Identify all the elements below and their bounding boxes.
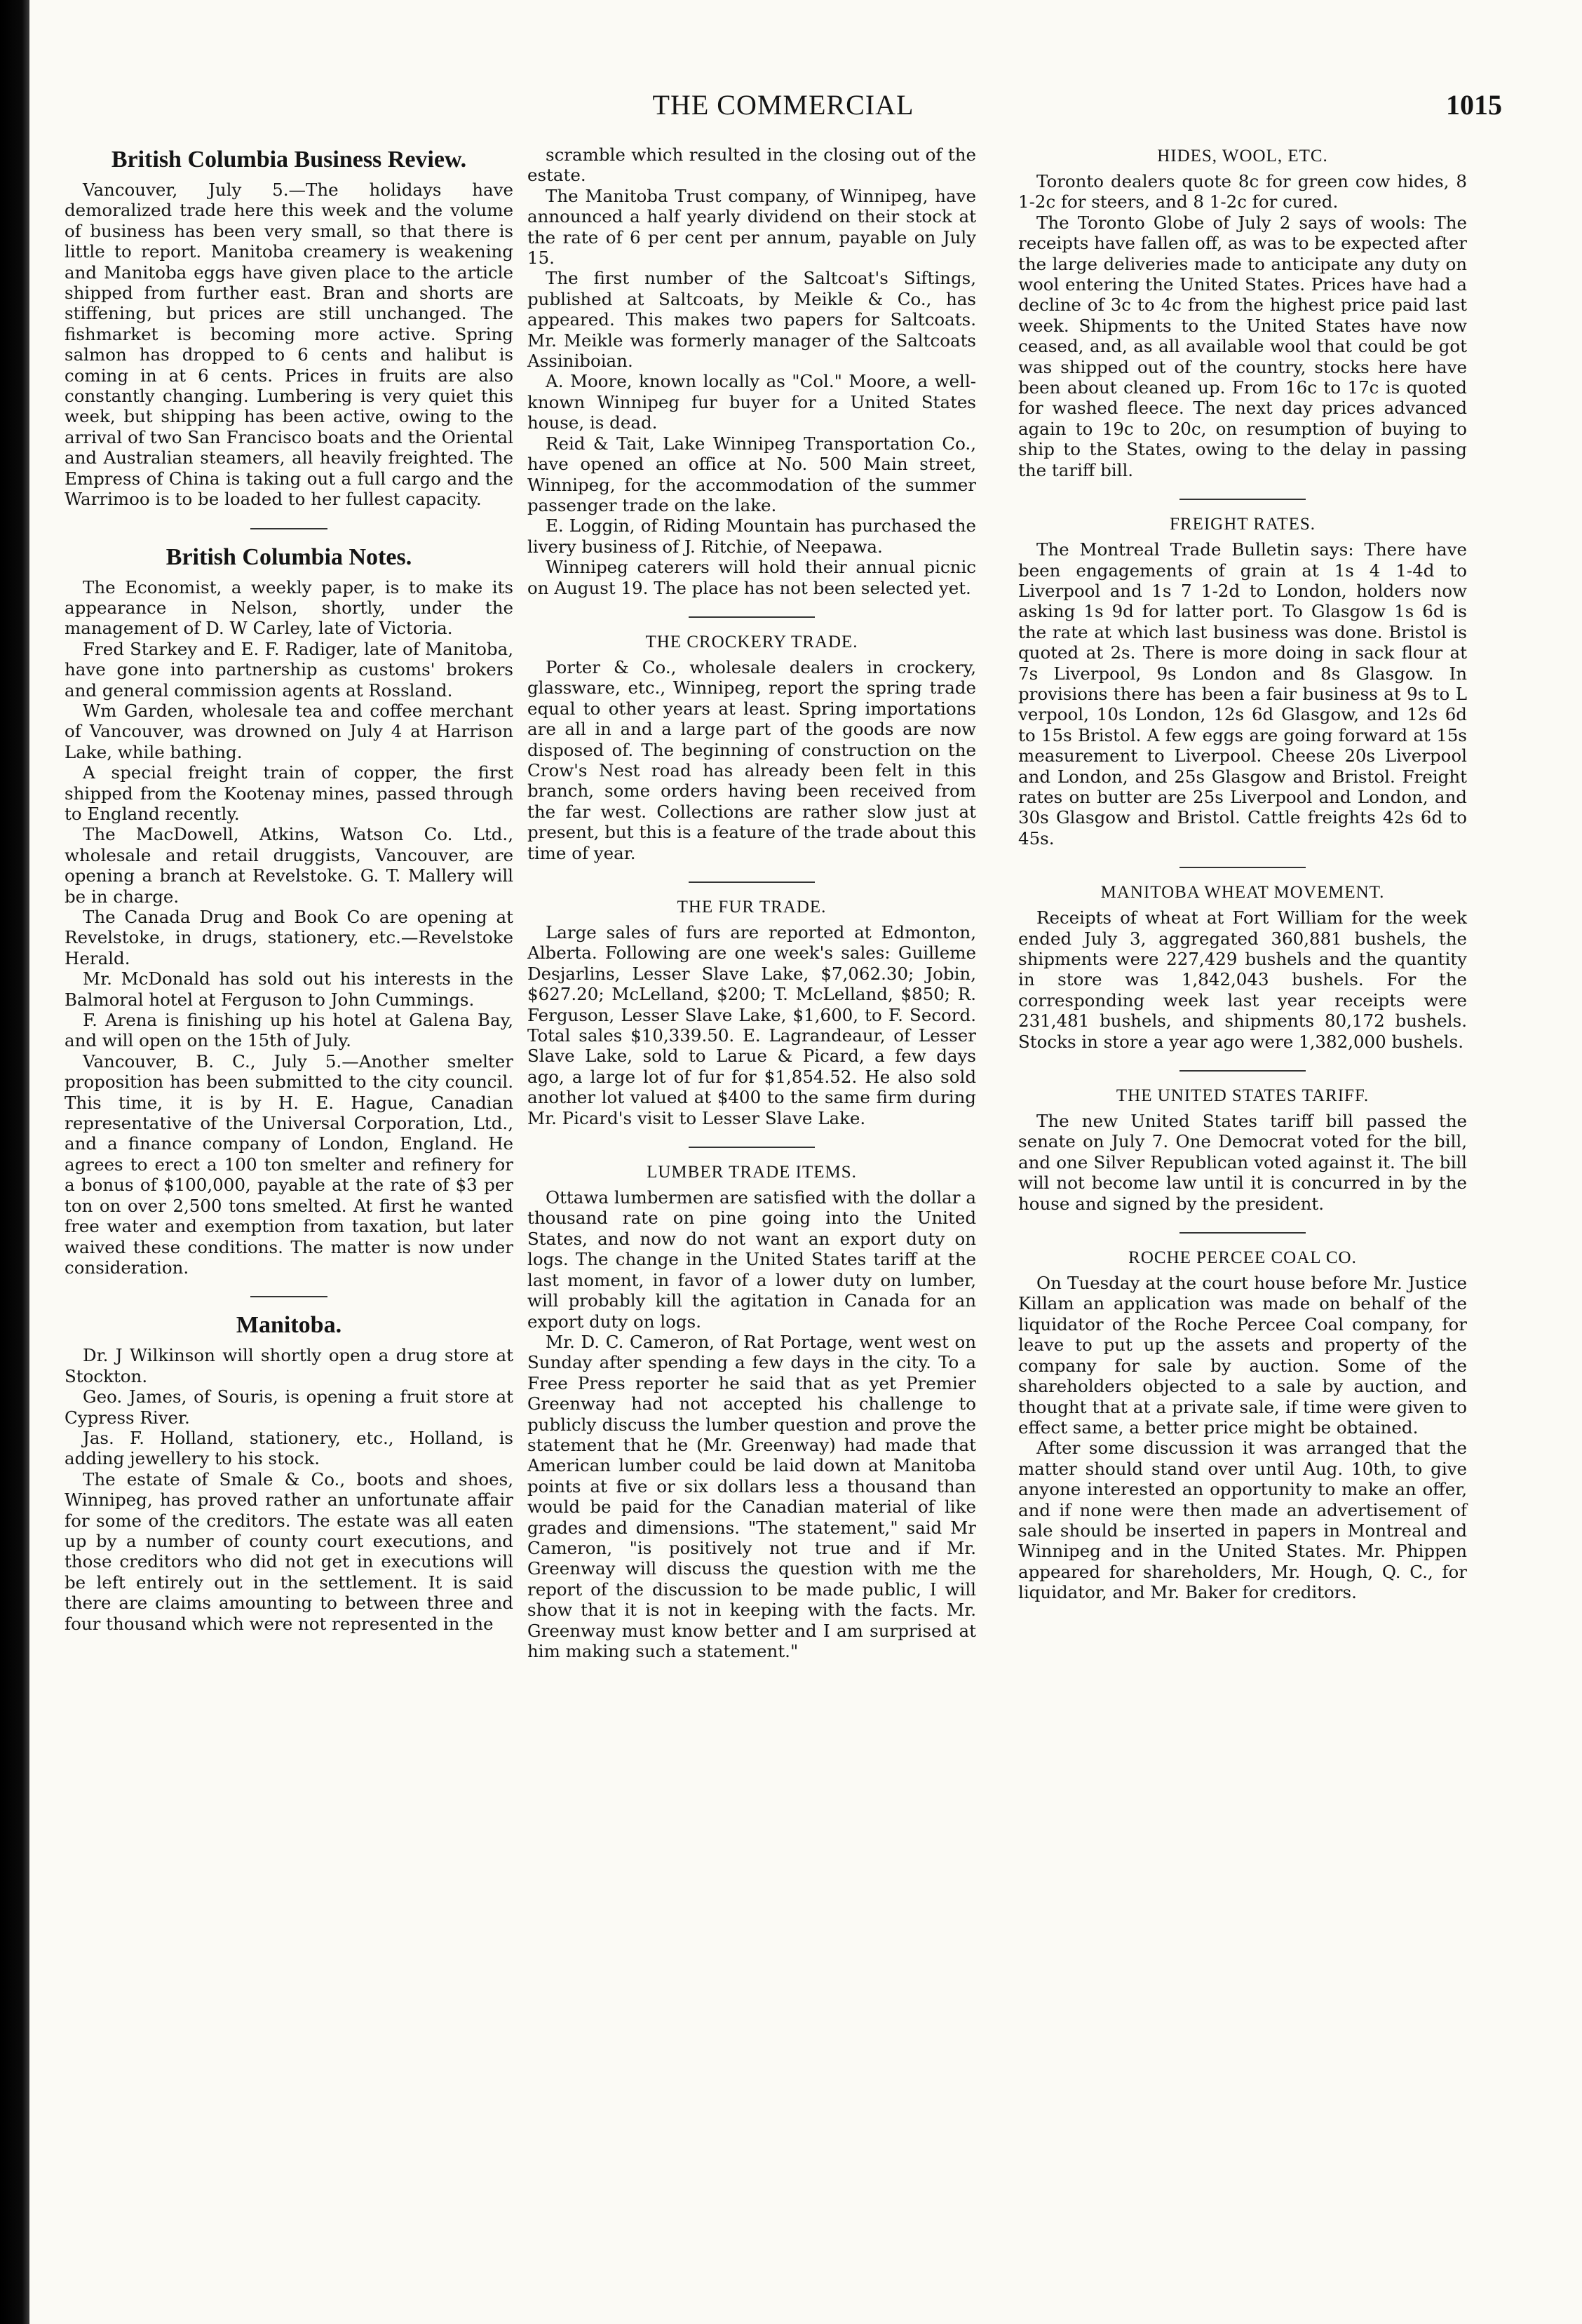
article-paragraph: E. Loggin, of Riding Mountain has purchased the livery business of J. Ritchie, of Neepawa. [527, 515, 976, 557]
article [65, 1310, 513, 1634]
page-binding-edge [0, 0, 29, 2324]
page-number: 1015 [1446, 89, 1502, 121]
column-3 [1018, 144, 1467, 1621]
article-paragraph: Reid & Tait, Lake Winnipeg Transportation Co., have opened an office at No. 500 Main street, Winnipeg, for the accommodation of the summer passenger trade on the lake. [527, 433, 976, 515]
article-paragraph: The Toronto Globe of July 2 says of wools: The receipts have fallen off, as was to be expected after the large deliveries made to anticipate any duty on wool entering the United States. Prices have had a decline of 3c to 4c from the highest price paid last week. Shipments to the United States have now ceased, and, as all available wool that could be got was shipped out of the country, stocks here have been about cleaned up. From 16c to 17c is quoted for washed fleece. The next day prices advanced again to 19c to 20c, on resumption of buying to ship to the States, owing to the delay in passing the tariff bill. [1018, 212, 1467, 480]
article-paragraph: Ottawa lumbermen are satisfied with the dollar a thousand rate on pine going into the United States, and now do not want an export duty on logs. The change in the United States tariff at the last moment, in favor of a lower duty on lumber, will probably kill the agitation in Canada for an export duty on logs. [527, 1187, 976, 1332]
article-separator-rule [250, 528, 327, 529]
article [1018, 144, 1467, 480]
article-paragraph: A special freight train of copper, the first shipped from the Kootenay mines, passed through to England recently. [65, 762, 513, 824]
article-paragraph: Mr. McDonald has sold out his interests in the Balmoral hotel at Ferguson to John Cummings. [65, 968, 513, 1010]
article-heading: THE UNITED STATES TARIFF. [1116, 1086, 1370, 1106]
article-heading: HIDES, WOOL, ETC. [1157, 147, 1328, 165]
article-heading: FREIGHT RATES. [1169, 515, 1316, 534]
article-paragraph: Wm Garden, wholesale tea and coffee merchant of Vancouver, was drowned on July 4 at Harrison Lake, while bathing. [65, 700, 513, 762]
column-1 [65, 144, 513, 1652]
article-separator-rule [1179, 1232, 1306, 1234]
article [65, 542, 513, 1278]
article [1018, 881, 1467, 1052]
article-separator-rule [250, 1296, 327, 1297]
article-separator-rule [689, 881, 815, 883]
article-paragraph: Jas. F. Holland, stationery, etc., Holland, is adding jewellery to his stock. [65, 1427, 513, 1469]
article-paragraph: Geo. James, of Souris, is opening a fruit store at Cypress River. [65, 1386, 513, 1428]
article-separator-rule [1179, 867, 1306, 868]
page-title: THE COMMERCIAL [652, 89, 914, 121]
article-heading: THE FUR TRADE. [677, 898, 827, 917]
article-paragraph: The first number of the Saltcoat's Siftings, published at Saltcoats, by Meikle & Co., has appeared. This makes two papers for Saltcoats. Mr. Meikle was formerly manager of the Saltcoats Assiniboian. [527, 268, 976, 372]
article-heading: British Columbia Business Review. [111, 147, 467, 173]
article-heading: British Columbia Notes. [165, 543, 412, 570]
article-separator-rule [1179, 1070, 1306, 1072]
article-paragraph: The Manitoba Trust company, of Winnipeg, have announced a half yearly dividend on their stock at the rate of 6 per cent per annum, payable on July 15. [527, 185, 976, 269]
article-paragraph: Dr. J Wilkinson will shortly open a drug store at Stockton. [65, 1345, 513, 1386]
article-separator-rule [1179, 499, 1306, 500]
article [527, 144, 976, 598]
article-heading: Manitoba. [236, 1312, 342, 1339]
article-paragraph: Receipts of wheat at Fort William for the week ended July 3, aggregated 360,881 bushels, the shipments were 227,429 bushels and the quantity in store was 1,842,043 bushels. For the corresponding week last year receipts were 231,481 bushels, and shipments 80,172 bushels. Stocks in store a year ago were 1,382,000 bushels. [1018, 907, 1467, 1052]
article-separator-rule [689, 1147, 815, 1148]
article-heading: ROCHE PERCEE COAL CO. [1128, 1248, 1357, 1268]
article-paragraph: The Montreal Trade Bulletin says: There have been engagements of grain at 1s 4 1-4d to Liverpool and 1s 7 1-2d to London, holders now asking 1s 9d for latter port. To Glasgow 1s 6d is the rate at which last business was done. Bristol is quoted at 2s. There is more doing in sack flour at 7s Liverpool, 9s London and 8s Glasgow. In provisions there has been a fair business at 9s to L verpool, 10s London, 12s 6d Glasgow, and 12s 6d to 15s Bristol. A few eggs are going forward at 15s measurement to Liverpool. Cheese 20s Liverpool and London, and 25s Glasgow and Bristol. Freight rates on butter are 25s Liverpool and London, and 30s Glasgow and Bristol. Cattle freights 42s 6d to 45s. [1018, 539, 1467, 849]
article-separator-rule [689, 616, 815, 618]
article-paragraph: Large sales of furs are reported at Edmonton, Alberta. Following are one week's sales: Guilleme Desjarlins, Lesser Slave Lake, $7,062.30; Jobin, $627.20; McLelland, $200; T. McLelland, $850; R. Ferguson, Lesser Slave Lake, $1,600, to F. Secord. Total sales $10,339.50. E. Lagrandeaur, of Lesser Slave Lake, sold to Larue & Picard, a few days ago, a large lot of fur for $1,854.52. He also sold another lot valued at $400 to the same firm during Mr. Picard's visit to Lesser Slave Lake. [527, 922, 976, 1128]
article [527, 1161, 976, 1661]
article-paragraph: Vancouver, B. C., July 5.—Another smelter proposition has been submitted to the city council. This time, it is by H. E. Hague, Canadian representative of the Universal Corporation, Ltd., and a finance company of London, England. He agrees to erect a 100 ton smelter and refinery for a bonus of $100,000, payable at the rate of $3 per ton on over 2,500 tons smelted. At first he wanted free water and exemption from taxation, but later waived these conditions. The matter is now under consideration. [65, 1050, 513, 1278]
article-paragraph: Winnipeg caterers will hold their annual picnic on August 19. The place has not been selected yet. [527, 557, 976, 598]
article [1018, 1246, 1467, 1603]
article-paragraph: The MacDowell, Atkins, Watson Co. Ltd., wholesale and retail druggists, Vancouver, are opening a branch at Revelstoke. G. T. Mallery will be in charge. [65, 824, 513, 907]
article-heading: LUMBER TRADE ITEMS. [647, 1163, 857, 1182]
article-paragraph: The estate of Smale & Co., boots and shoes, Winnipeg, has proved rather an unfortunate affair for some of the creditors. The estate was all eaten up by a number of county court executions, and those creditors who did not get in executions will be left entirely out in the settlement. It is said there are claims amounting to between three and four thousand which were not represented in the [65, 1468, 513, 1634]
article-paragraph: Toronto dealers quote 8c for green cow hides, 8 1-2c for steers, and 8 1-2c for cured. [1018, 171, 1467, 212]
article [1018, 513, 1467, 849]
article-heading: THE CROCKERY TRADE. [645, 632, 858, 651]
article-paragraph: Porter & Co., wholesale dealers in crockery, glassware, etc., Winnipeg, report the spring trade equal to other years at least. Spring importations are all in and a large part of the goods are now disposed of. The beginning of construction on the Crow's Nest road has already been felt in this branch, some orders having been received from the far west. Collections are rather slow just at present, but this is a feature of the trade about this time of year. [527, 656, 976, 863]
article-paragraph: The new United States tariff bill passed the senate on July 7. One Democrat voted for the bill, and one Silver Republican voted against it. The bill will not become law until it is concurred in by the house and signed by the president. [1018, 1111, 1467, 1214]
article-paragraph: Mr. D. C. Cameron, of Rat Portage, went west on Sunday after spending a few days in the city. To a Free Press reporter he said that as yet Premier Greenway had not accepted his challenge to publicly discuss the lumber question and prove the statement that he (Mr. Greenway) had made that American lumber could be laid down at Manitoba points at five or six dollars less a thousand than would be paid for the Canadian material of like grades and dimensions. "The statement," said Mr Cameron, "is positively not true and if Mr. Greenway will discuss the question with me the report of the discussion to be made public, I will show that it is not in keeping with the facts. Mr. Greenway must know better and I am surprised at him making such a statement." [527, 1331, 976, 1661]
article-heading: MANITOBA WHEAT MOVEMENT. [1100, 883, 1385, 903]
article-paragraph: The Canada Drug and Book Co are opening at Revelstoke, in drugs, stationery, etc.—Revelstoke Herald. [65, 907, 513, 968]
article-paragraph: On Tuesday at the court house before Mr. Justice Killam an application was made on behalf of the liquidator of the Roche Percee Coal company, for leave to put up the assets and property of the company for sale by auction. Some of the shareholders objected to a sale by auction, and thought that at a private sale, if time were given to effect same, a better price might be obtained. [1018, 1273, 1467, 1438]
article [527, 896, 976, 1128]
article [65, 144, 513, 510]
article [527, 630, 976, 863]
article-paragraph: F. Arena is finishing up his hotel at Galena Bay, and will open on the 15th of July. [65, 1010, 513, 1051]
article [1018, 1084, 1467, 1214]
article-paragraph: scramble which resulted in the closing out of the estate. [527, 144, 976, 186]
article-paragraph: After some discussion it was arranged that the matter should stand over until Aug. 10th, to give anyone interested an opportunity to make an offer, and if none were then made an advertisement of sale should be inserted in papers in Montreal and Winnipeg and in the United States. Mr. Phippen appeared for shareholders, Mr. Hough, Q. C., for liquidator, and Mr. Baker for creditors. [1018, 1438, 1467, 1603]
column-2 [527, 144, 976, 1680]
article-paragraph: Vancouver, July 5.—The holidays have demoralized trade here this week and the volume of business has been very small, so that there is little to report. Manitoba creamery is weakening and Manitoba eggs have given place to the article shipped from further east. Bran and shorts are stiffening, but prices are still unchanged. The fishmarket is becoming more active. Spring salmon has dropped to 6 cents and halibut is coming in at 6 cents. Prices in fruits are also constantly changing. Lumbering is very quiet this week, but shipping has been active, owing to the arrival of two San Francisco boats and the Oriental and Australian steamers, all heavily freighted. The Empress of China is taking out a full cargo and the Warrimoo is to be loaded to her fullest capacity. [65, 180, 513, 510]
article-paragraph: The Economist, a weekly paper, is to make its appearance in Nelson, shortly, under the management of D. W Carley, late of Victoria. [65, 576, 513, 639]
page-header [65, 86, 1502, 128]
article-paragraph: Fred Starkey and E. F. Radiger, late of Manitoba, have gone into partnership as customs' brokers and general commission agents at Rossland. [65, 638, 513, 701]
article-paragraph: A. Moore, known locally as "Col." Moore, a well-known Winnipeg fur buyer for a United States house, is dead. [527, 371, 976, 433]
